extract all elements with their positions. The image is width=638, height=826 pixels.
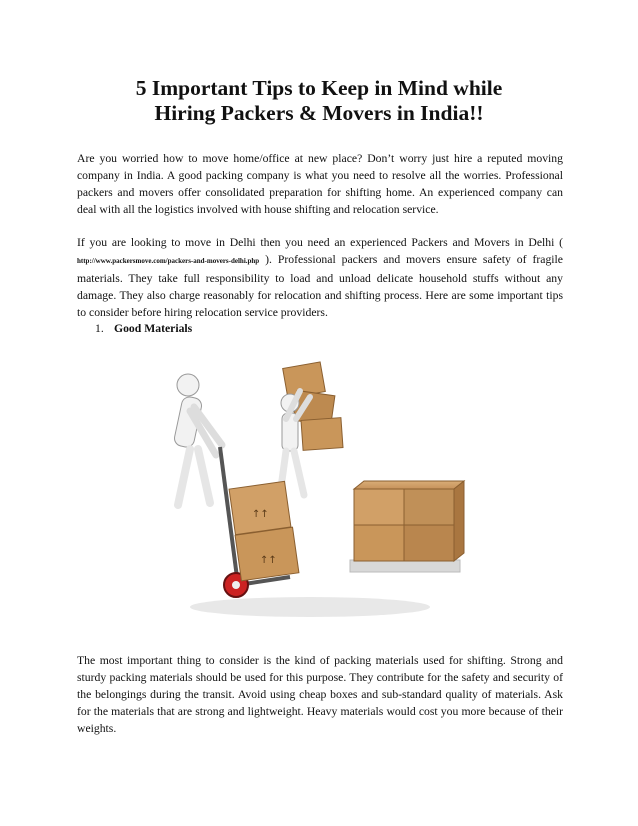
ground-shadow [190,597,430,617]
figure-head-1 [177,374,199,396]
pallet-box-2 [404,525,454,561]
list-label: Good Materials [114,322,193,335]
pallet-box-side [454,481,464,561]
truck-box-2 [229,481,291,534]
pallet-box-4 [404,489,454,525]
fragile-arrow-mark-2: ↑↑ [260,555,277,566]
figure-leg-1b [198,449,210,503]
figure-carrying-boxes [280,362,343,495]
good-materials-paragraph: The most important thing to consider is the kind of packing materials used for shifting. Strong and sturdy packing materials should be used for this purpose. They contribute for the safety and security of the belongings during the transit. Avoid using cheap boxes and sub-standard quality of materials. Ask for the materials that are strong and lightweight. Heavy materials would cost you more because of their weights. [77,654,563,735]
carried-box-3 [301,418,343,451]
delhi-paragraph-end: Professional packers and movers ensure safety of fragile materials. They take full responsibility to load and unload delicate household stuffs without any damage. They also charge reasonably for relocation and shifting process. Here are some important tips to consider before hiring relocation service providers. [77,253,563,319]
figure-with-hand-truck [173,374,299,597]
delhi-paragraph-start: If you are looking to move in Delhi then you need an experienced Packers and Movers in Delhi [77,236,555,249]
list-number: 1. [95,322,104,335]
list-item-good-materials [95,320,192,337]
pallet-box-3 [354,489,404,525]
pallet-boxes [350,481,464,572]
paren-close: ). [259,253,272,266]
document-title [60,76,578,126]
hand-truck-hub [232,581,240,589]
title-line-1: 5 Important Tips to Keep in Mind while [135,76,503,100]
intro-paragraph: Are you worried how to move home/office at new place? Don’t worry just hire a reputed moving company in India. A good packing company is what you need to resolve all the worries. Professional packers and movers offer consolidated preparation for shifting home. An experienced company can deal with all the logistics involved with house shifting and relocation service. [77,152,563,216]
figure-leg-1a [178,449,190,505]
truck-box-1 [235,527,299,581]
packers-movers-delhi-link[interactable]: http://www.packersmove.com/packers-and-movers-delhi.php [77,257,260,265]
fragile-arrow-mark: ↑↑ [252,509,269,520]
figure-leg-2b [294,451,304,495]
title-line-2: Hiring Packers & Movers in India!! [154,101,484,125]
delhi-paragraph [77,234,563,321]
paren-open: ( [559,236,563,249]
pallet-box-1 [354,525,404,561]
pallet [350,560,460,572]
pallet-box-top [354,481,464,489]
movers-illustration [150,345,490,625]
